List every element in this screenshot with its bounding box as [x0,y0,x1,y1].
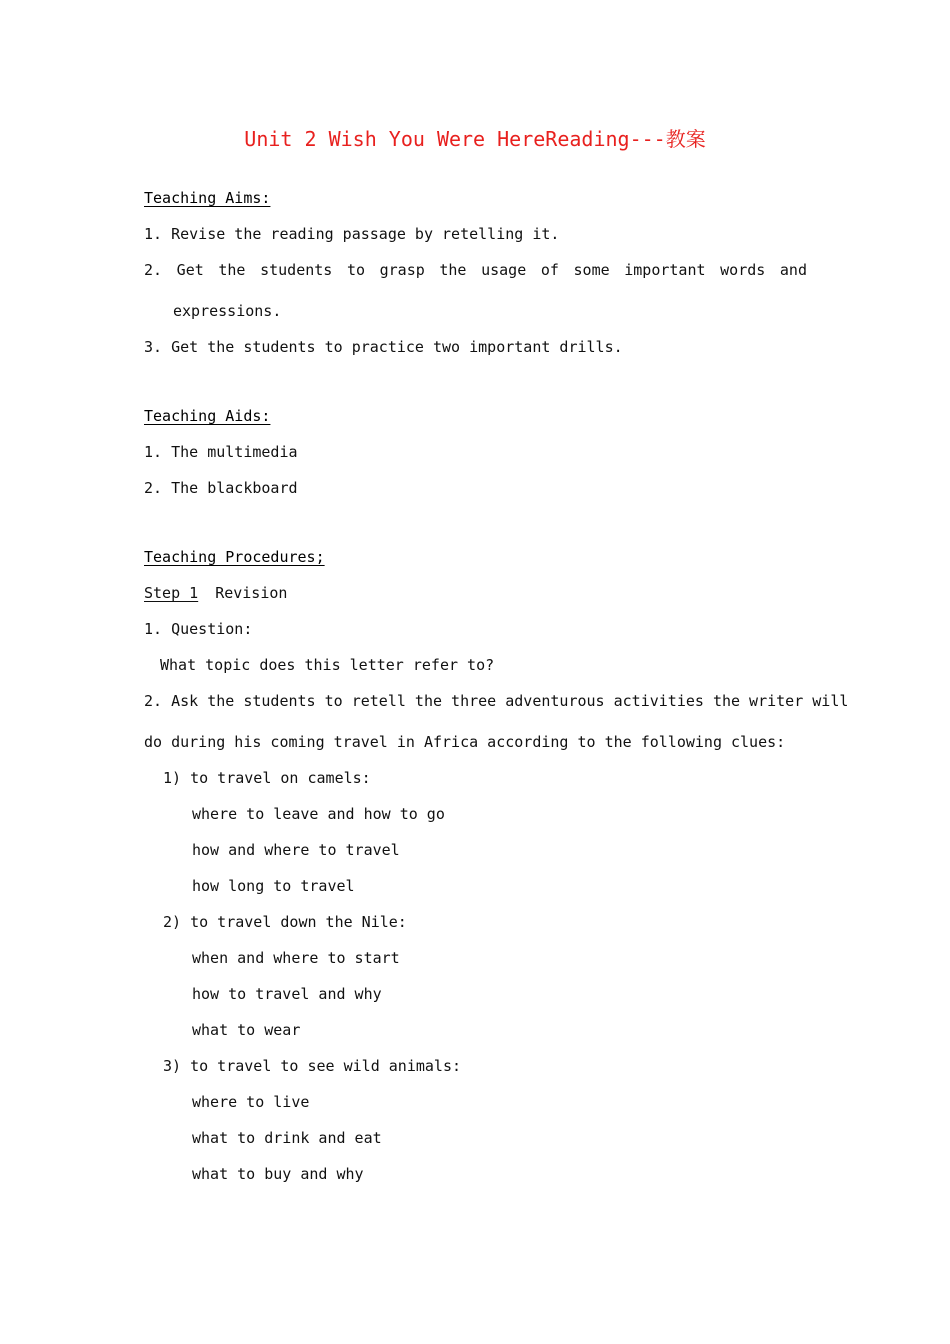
clue-2-sub-1: when and where to start [192,949,400,967]
clue-3-sub-2: what to drink and eat [192,1129,382,1147]
aims-item-2-line-2: expressions. [173,302,282,320]
aims-word: important [624,261,706,279]
clue-1-sub-3: how long to travel [192,877,355,895]
teaching-procedures-heading: Teaching Procedures; [144,548,325,566]
aims-item-2-line-1 [144,260,807,280]
clue-2-heading: 2) to travel down the Nile: [163,913,407,931]
aids-item-2: 2. The blackboard [144,479,298,497]
aims-word: students [260,261,333,279]
ask-retell-line-2: do during his coming travel in Africa according to the following clues: [144,733,786,751]
document-title: Unit 2 Wish You Were HereReading---教案 [244,127,706,151]
clue-2-sub-2: how to travel and why [192,985,382,1003]
clue-1-sub-1: where to leave and how to go [192,805,445,823]
step-1-label: Step 1 [144,584,199,602]
clue-3-sub-1: where to live [192,1093,310,1111]
clue-1-heading: 1) to travel on camels: [163,769,371,787]
ask-retell-line-1: 2. Ask the students to retell the three adventurous activities the writer will [144,692,849,710]
aims-word: to [346,261,365,279]
aims-word: some [573,261,610,279]
aims-word: 2. [144,261,163,279]
aims-word: grasp [379,261,425,279]
clue-3-sub-3: what to buy and why [192,1165,364,1183]
aims-item-3: 3. Get the students to practice two important drills. [144,338,623,356]
aims-word: of [540,261,559,279]
question-text: What topic does this letter refer to? [160,656,495,674]
step-1-heading [144,583,287,603]
aims-word: the [218,261,246,279]
aims-word: the [439,261,467,279]
teaching-aids-heading: Teaching Aids: [144,407,271,425]
aims-word: words [720,261,766,279]
clue-3-heading: 3) to travel to see wild animals: [163,1057,462,1075]
step-1-title: Revision [215,584,288,602]
aims-item-1: 1. Revise the reading passage by retelling it. [144,225,560,243]
aims-word: usage [481,261,527,279]
teaching-aims-heading: Teaching Aims: [144,189,271,207]
aims-word: Get [176,261,204,279]
clue-1-sub-2: how and where to travel [192,841,400,859]
clue-2-sub-3: what to wear [192,1021,301,1039]
aids-item-1: 1. The multimedia [144,443,298,461]
aims-word: and [779,261,807,279]
question-label: 1. Question: [144,620,253,638]
